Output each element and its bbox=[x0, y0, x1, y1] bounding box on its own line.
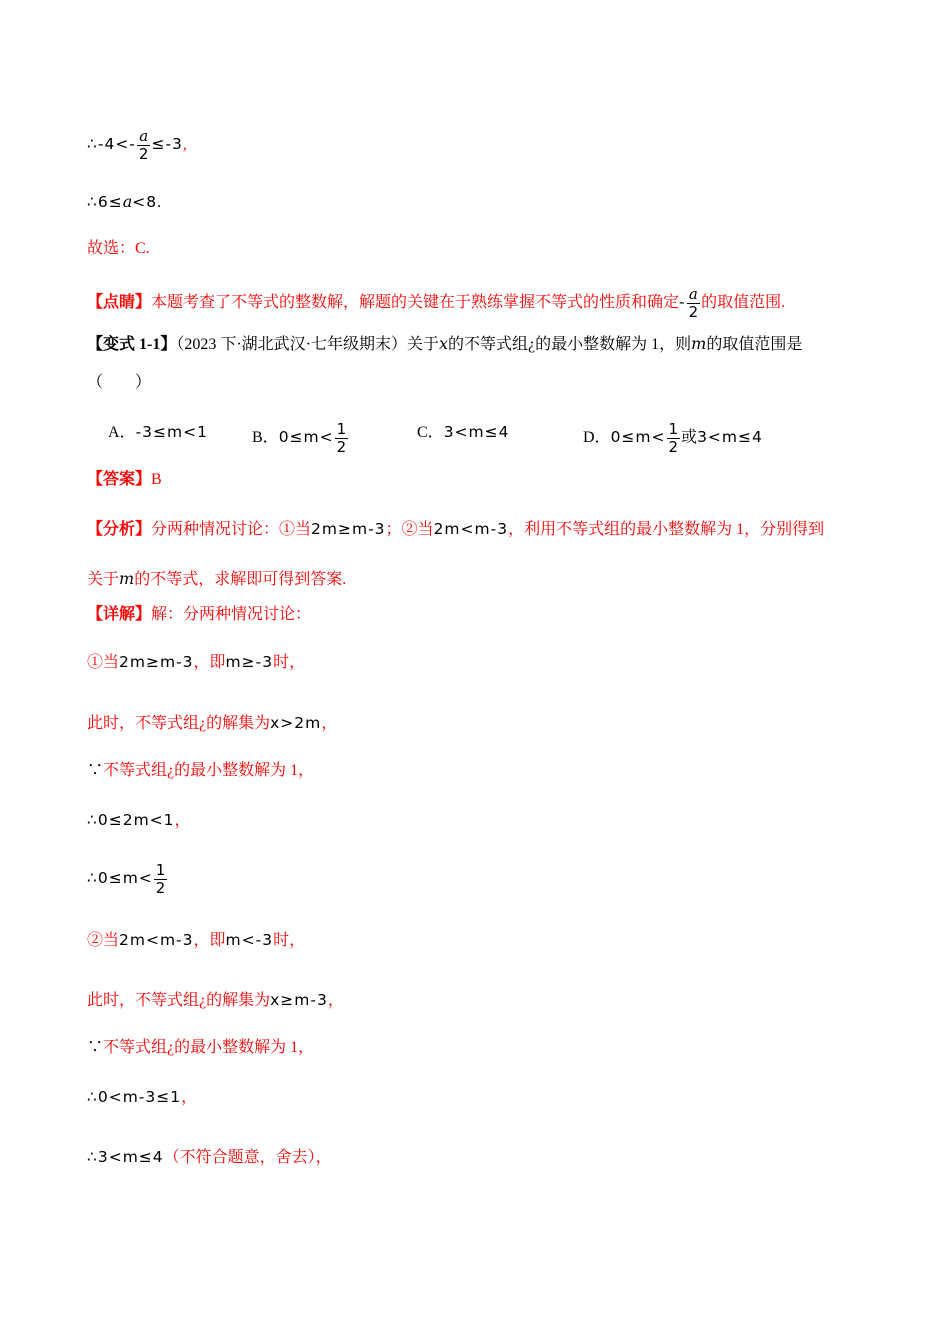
analysis-text: 分两种情况讨论：①当 bbox=[151, 521, 312, 538]
fraction-1-over-2 bbox=[335, 421, 349, 456]
detail-case-1-solution-set bbox=[87, 712, 337, 735]
math-expression: x≥m-3 bbox=[270, 991, 328, 1009]
math-variable-m: m bbox=[119, 569, 135, 588]
math-expression: ∴0<m-3≤1 bbox=[87, 1088, 182, 1106]
punctuation: . bbox=[157, 194, 162, 211]
math-expression: <8 bbox=[132, 193, 158, 211]
detail-text: ②当 bbox=[87, 932, 120, 949]
answer-value: B bbox=[151, 471, 162, 488]
analysis-label: 【分析】 bbox=[87, 521, 152, 538]
math-expression: 2m≥m-3 bbox=[311, 520, 386, 538]
detail-case-2 bbox=[87, 929, 305, 952]
since-symbol: ∵ bbox=[87, 762, 104, 779]
answer-label: 【答案】 bbox=[87, 471, 152, 488]
detail-text: ， bbox=[321, 715, 338, 732]
detail-text: 不等式组¿的最小整数解为 1， bbox=[103, 1039, 315, 1056]
option-label: D． bbox=[583, 429, 611, 447]
detail-text: 不等式组¿的最小整数解为 1， bbox=[103, 762, 315, 779]
math-expression: ∴6≤ bbox=[87, 193, 123, 211]
analysis-line-2 bbox=[87, 568, 346, 591]
math-variable: a bbox=[122, 192, 133, 211]
analysis-text: 的不等式，求解即可得到答案. bbox=[134, 571, 347, 588]
detail-text: ①当 bbox=[87, 654, 120, 671]
question-paren: （ ） bbox=[87, 374, 152, 391]
detail-text: ，即 bbox=[193, 932, 226, 949]
punctuation: , bbox=[182, 136, 187, 154]
detail-text: 时， bbox=[273, 654, 306, 671]
math-expression: ∴0≤m< bbox=[87, 869, 153, 888]
dianjing-label: 【点睛】 bbox=[87, 294, 152, 312]
line-inequality-a-half bbox=[87, 128, 187, 163]
option-label: A． bbox=[108, 424, 136, 441]
option-b bbox=[252, 421, 349, 456]
question-label: 【变式 1-1】 bbox=[87, 336, 177, 353]
detail-case-2-solution-set bbox=[87, 989, 344, 1012]
answer-line bbox=[87, 469, 162, 491]
detail-text: ，即 bbox=[193, 654, 226, 671]
question-stem bbox=[87, 333, 802, 356]
math-minus: - bbox=[679, 293, 686, 312]
dianjing-text: 本题考查了不等式的整数解，解题的关键在于熟练掌握不等式的性质和确定 bbox=[151, 294, 680, 312]
fraction-numerator: 1 bbox=[336, 420, 347, 438]
math-expression: ∴3<m≤4 bbox=[87, 1148, 164, 1166]
option-math: 3<m≤4 bbox=[697, 428, 763, 447]
math-variable-m: m bbox=[691, 334, 707, 353]
math-expression: 2m≥m-3 bbox=[119, 653, 194, 671]
line-dianjing bbox=[87, 286, 785, 321]
detail-case-2-since bbox=[87, 1037, 314, 1059]
fraction-numerator: a bbox=[687, 286, 701, 304]
fraction-numerator: 1 bbox=[668, 420, 679, 438]
fraction-denominator: 2 bbox=[668, 438, 679, 456]
detail-text: 此时，不等式组¿的解集为 bbox=[87, 715, 271, 732]
detail-text: 此时，不等式组¿的解集为 bbox=[87, 992, 271, 1009]
fraction-numerator: 1 bbox=[155, 861, 166, 879]
option-math: 0≤m< bbox=[278, 428, 334, 447]
detail-text: 时， bbox=[273, 932, 306, 949]
fraction-a-over-2 bbox=[137, 128, 151, 163]
detail-case-2-result-2 bbox=[87, 1146, 332, 1169]
question-source: （2023 下·湖北武汉·七年级期末）关于 bbox=[176, 336, 440, 353]
option-label: C． bbox=[417, 424, 444, 441]
option-math: 3<m≤4 bbox=[443, 423, 510, 441]
since-symbol: ∵ bbox=[87, 1039, 104, 1056]
analysis-text: ，利用不等式组的最小整数解为 1，分别得到 bbox=[508, 521, 825, 538]
math-expression: ∴0≤2m<1 bbox=[87, 811, 175, 829]
math-expression: m<-3 bbox=[225, 931, 274, 949]
detail-case-2-result-1 bbox=[87, 1086, 197, 1109]
fraction-denominator: 2 bbox=[688, 303, 699, 321]
question-text: 的不等式组¿的最小整数解为 1，则 bbox=[448, 336, 692, 353]
punctuation: ， bbox=[181, 1089, 198, 1106]
math-expression: 2m<m-3 bbox=[433, 520, 509, 538]
detail-case-1 bbox=[87, 651, 305, 674]
line-choice: 故选：C. bbox=[87, 240, 150, 257]
detail-text: 解：分两种情况讨论： bbox=[151, 606, 312, 623]
analysis-text: 关于 bbox=[87, 571, 120, 588]
detail-case-1-result-1 bbox=[87, 809, 191, 832]
fraction-a-over-2 bbox=[687, 286, 701, 321]
option-math: 0≤m< bbox=[610, 428, 666, 447]
math-expression: 2m<m-3 bbox=[119, 931, 194, 949]
option-or: 或 bbox=[681, 429, 698, 447]
punctuation: ， bbox=[174, 812, 191, 829]
fraction-1-over-2 bbox=[667, 421, 681, 456]
option-math: -3≤m<1 bbox=[135, 423, 208, 441]
line-range-a bbox=[87, 191, 161, 214]
fraction-denominator: 2 bbox=[336, 438, 347, 456]
dianjing-tail: 的取值范围. bbox=[701, 294, 786, 312]
math-expression: ≤-3 bbox=[151, 135, 183, 154]
option-a bbox=[108, 421, 208, 444]
detail-line-intro bbox=[87, 604, 311, 626]
fraction-1-over-2 bbox=[154, 862, 168, 897]
detail-text: （不符合题意，舍去）， bbox=[163, 1149, 332, 1166]
math-expression: x>2m bbox=[270, 714, 322, 732]
math-expression: ∴-4<- bbox=[87, 135, 136, 154]
detail-case-1-since bbox=[87, 760, 314, 782]
analysis-text: ；②当 bbox=[385, 521, 434, 538]
option-d bbox=[583, 421, 763, 456]
analysis-line-1 bbox=[87, 518, 824, 541]
fraction-numerator: a bbox=[137, 128, 151, 146]
detail-case-1-result-2 bbox=[87, 862, 168, 897]
detail-text: ， bbox=[327, 992, 344, 1009]
fraction-denominator: 2 bbox=[138, 145, 149, 163]
detail-label: 【详解】 bbox=[87, 606, 152, 623]
fraction-denominator: 2 bbox=[155, 879, 166, 897]
question-text: 的取值范围是 bbox=[706, 336, 803, 353]
option-c bbox=[417, 421, 509, 444]
option-label: B． bbox=[252, 429, 279, 447]
math-variable-x: x bbox=[439, 334, 449, 353]
math-expression: m≥-3 bbox=[225, 653, 274, 671]
